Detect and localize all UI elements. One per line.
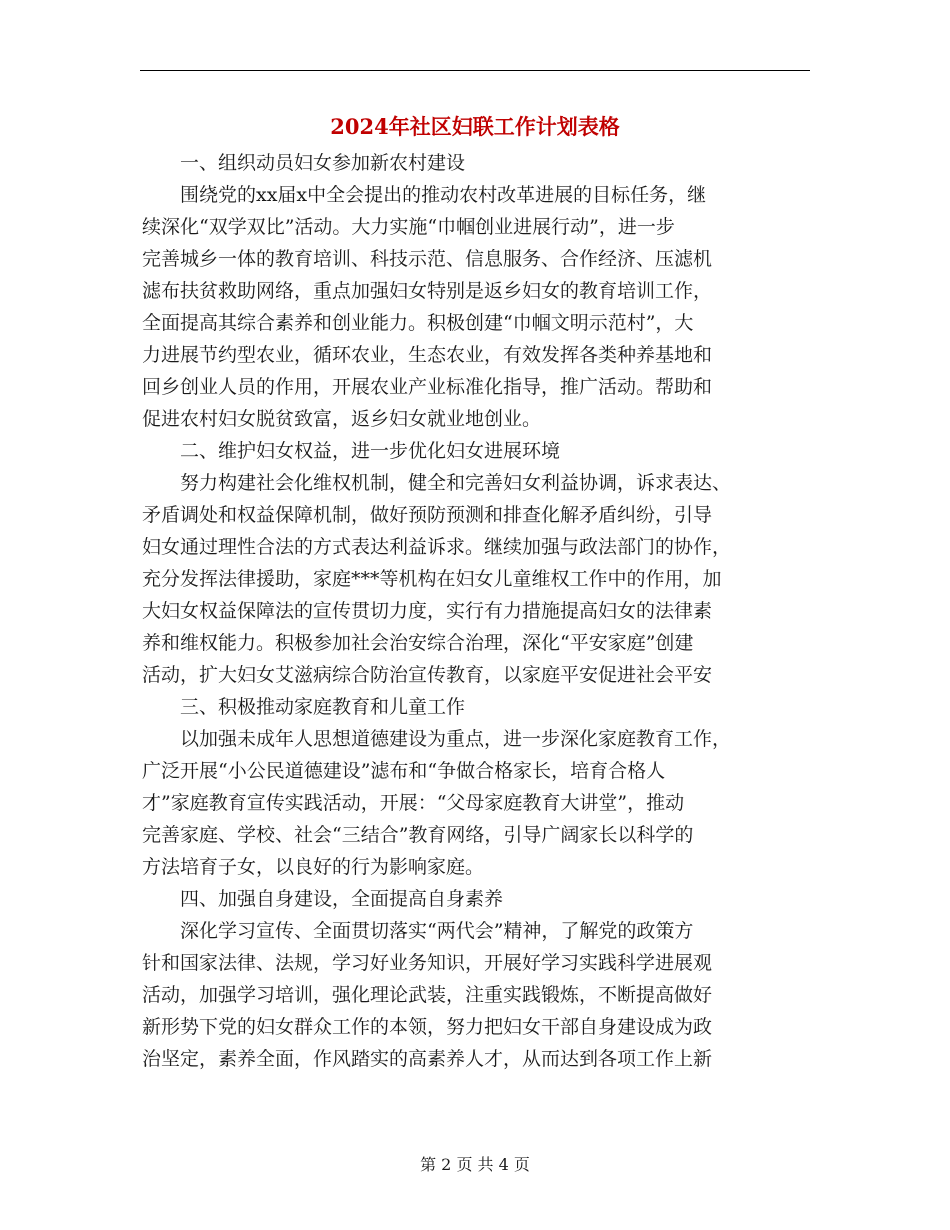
section-heading-2: 二、维护妇女权益，进一步优化妇女进展环境 (180, 440, 561, 462)
header-rule (140, 70, 810, 71)
section-paragraph-4: 深化学习宣传、全面贯切落实“两代会”精神，了解党的政策方 针和国家法律、法规，学习好业务知识，开展好学习实践科学进展观 活动，加强学习培训，强化理论武装，注重实践锻炼，不断提高做好 新形势下党的妇女群众工作的本领，努力把妇女干部自身建设成为政 治坚定，素养全面，作风踏实的高素养人才，从而达到各项工作上新 (142, 920, 713, 1070)
section-heading-3: 三、积极推动家庭教育和儿童工作 (180, 696, 466, 718)
section-paragraph-2: 努力构建社会化维权机制，健全和完善妇女利益协调，诉求表达、 矛盾调处和权益保障机制，做好预防预测和排查化解矛盾纠纷，引导 妇女通过理性合法的方式表达利益诉求。继续加强与政法部门的协作， 充分发挥法律援助，家庭***等机构在妇女儿童维权工作中的作用，加 大妇女权益保障法的宣传贯切力度，实行有力措施提高妇女的法律素 养和维权能力。积极参加社会治安综合治理，深化“平安家庭”创建 活动，扩大妇女艾滋病综合防治宣传教育，以家庭平安促进社会平安 (142, 472, 732, 686)
document-title: 2024年社区妇联工作计划表格 (330, 114, 620, 139)
section-heading-4: 四、加强自身建设，全面提高自身素养 (180, 888, 504, 910)
page-number: 第 2 页 共 4 页 (420, 1155, 530, 1174)
section-heading-1: 一、组织动员妇女参加新农村建设 (180, 152, 466, 174)
section-paragraph-3: 以加强未成年人思想道德建设为重点，进一步深化家庭教育工作， 广泛开展“小公民道德建设”滤布和“争做合格家长，培育合格人 才”家庭教育宣传实践活动，开展：“父母家庭教育大讲堂”，推动 完善家庭、学校、社会“三结合”教育网络，引导广阔家长以科学的 方法培育子女，以良好的行为影响家庭。 (142, 728, 732, 878)
section-paragraph-1: 围绕党的xx届x中全会提出的推动农村改革进展的目标任务，继 续深化“双学双比”活动。大力实施“巾帼创业进展行动”，进一步 完善城乡一体的教育培训、科技示范、信息服务、合作经济、压滤机 滤布扶贫救助网络，重点加强妇女特别是返乡妇女的教育培训工作， 全面提高其综合素养和创业能力。积极创建“巾帼文明示范村”，大 力进展节约型农业，循环农业，生态农业，有效发挥各类种养基地和 回乡创业人员的作用，开展农业产业标准化指导，推广活动。帮助和 促进农村妇女脱贫致富，返乡妇女就业地创业。 (142, 184, 713, 430)
document-body (142, 147, 810, 1075)
